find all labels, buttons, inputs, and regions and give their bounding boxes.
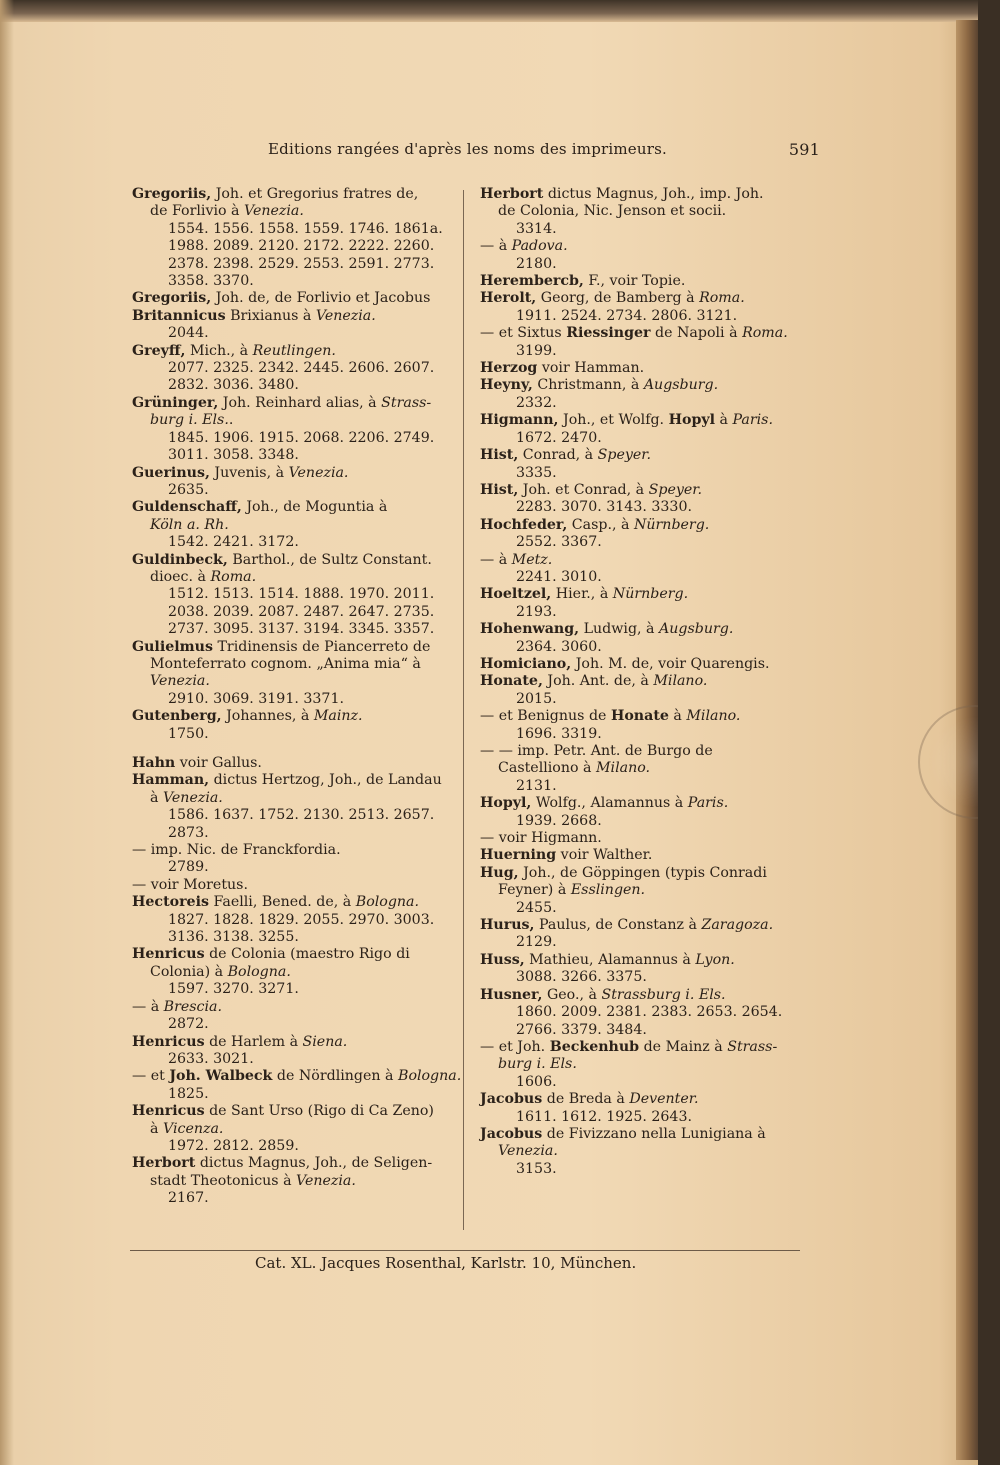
entry-line: Gregoriis, Joh. de, de Forlivio et Jacobus [132, 290, 431, 307]
entry-line: Jacobus de Breda à Deventer. [480, 1091, 699, 1108]
entry-line: à Venezia. [150, 789, 223, 806]
entry-line: Heyny, Christmann, à Augsburg. [480, 377, 719, 394]
entry-line: 3358. 3370. [168, 273, 254, 290]
entry-line: 2910. 3069. 3191. 3371. [168, 690, 344, 707]
entry-line: 1750. [168, 725, 209, 742]
entry-line: 2283. 3070. 3143. 3330. [516, 499, 692, 516]
header-title: Editions rangées d'après les noms des imprimeurs. [268, 140, 667, 158]
entry-line: 1696. 3319. [516, 725, 602, 742]
entry-line: Gregoriis, Joh. et Gregorius fratres de, [132, 186, 419, 202]
entry-line: 2789. [168, 859, 209, 876]
entry-line: 1542. 2421. 3172. [168, 534, 299, 551]
entry-line: — voir Moretus. [132, 876, 248, 893]
entry-line: de Colonia, Nic. Jenson et socii. [498, 203, 727, 220]
entry-line: 1845. 1906. 1915. 2068. 2206. 2749. [168, 429, 435, 446]
entry-line: — et Joh. Beckenhub de Mainz à Strass- [480, 1038, 778, 1055]
entry-line: 2038. 2039. 2087. 2487. 2647. 2735. [168, 603, 435, 620]
entry-line: — et Sixtus Riessinger de Napoli à Roma. [480, 325, 788, 342]
entry-line: Grüninger, Joh. Reinhard alias, à Strass- [132, 394, 432, 411]
entry-line: 3153. [516, 1160, 557, 1177]
entry-line: 2737. 3095. 3137. 3194. 3345. 3357. [168, 621, 435, 638]
entry-line: burg i. Els.. [150, 412, 234, 429]
running-header [260, 140, 820, 164]
entry-line: dioec. à Roma. [150, 568, 257, 585]
entry-line: 2129. [516, 934, 557, 951]
entry-line: Monteferrato cognom. „Anima mia“ à [150, 655, 421, 672]
entry-line: 2378. 2398. 2529. 2553. 2591. 2773. [168, 255, 435, 272]
entry-line: — à Metz. [480, 551, 553, 568]
entry-line: 2766. 3379. 3484. [516, 1021, 647, 1038]
entry-line: 1972. 2812. 2859. [168, 1137, 299, 1154]
entry-line: 1672. 2470. [516, 429, 602, 446]
entry-line: 2077. 2325. 2342. 2445. 2606. 2607. [168, 360, 435, 377]
entry-line: 3088. 3266. 3375. [516, 969, 647, 986]
entry-line: Huerning voir Walther. [480, 847, 653, 864]
page-top-edge [0, 0, 978, 22]
entry-line: — voir Higmann. [480, 830, 602, 847]
gutter-shadow [0, 0, 14, 1465]
entry-line: 2455. [516, 899, 557, 916]
entry-line: Venezia. [498, 1143, 558, 1160]
entry-line: Hist, Conrad, à Speyer. [480, 447, 651, 464]
entry-line: 1827. 1828. 1829. 2055. 2970. 3003. [168, 911, 435, 928]
entry-line: 3314. [516, 220, 557, 237]
footer-rule [130, 1250, 800, 1251]
entry-line: Hug, Joh., de Göppingen (typis Conradi [480, 864, 767, 881]
entry-line: 2180. [516, 255, 557, 272]
entry-line: — et Joh. Walbeck de Nördlingen à Bologna. [132, 1068, 462, 1085]
entry-line: Homiciano, Joh. M. de, voir Quarengis. [480, 655, 770, 672]
entry-line: 3136. 3138. 3255. [168, 929, 299, 946]
entry-line: 2015. [516, 690, 557, 707]
entry-line: 2873. [168, 824, 209, 841]
entry-line: 3199. [516, 342, 557, 359]
entry-line: — et Benignus de Honate à Milano. [480, 708, 741, 725]
entry-line: 2167. [168, 1190, 209, 1207]
entry-line: 3335. [516, 464, 557, 481]
entry-line: 1988. 2089. 2120. 2172. 2222. 2260. [168, 238, 435, 255]
page-number: 591 [788, 140, 820, 159]
entry-line: — — imp. Petr. Ant. de Burgo de [480, 743, 713, 759]
entry-line: Honate, Joh. Ant. de, à Milano. [480, 673, 708, 690]
entry-line: 1606. [516, 1073, 557, 1090]
entry-line: Castelliono à Milano. [498, 760, 651, 777]
entry-line: 1512. 1513. 1514. 1888. 1970. 2011. [168, 586, 435, 603]
entry-line: Henricus de Colonia (maestro Rigo di [132, 946, 410, 963]
footer-text: Cat. XL. Jacques Rosenthal, Karlstr. 10, München. [255, 1254, 637, 1272]
entry-line: Herembercb, F., voir Topie. [480, 273, 686, 290]
entry-line: 1597. 3270. 3271. [168, 981, 299, 998]
entry-line: Guerinus, Juvenis, à Venezia. [132, 464, 349, 481]
entry-line: Hochfeder, Casp., à Nürnberg. [480, 516, 710, 533]
entry-line: 2241. 3010. [516, 568, 602, 585]
entry-line: Herbort dictus Magnus, Joh., imp. Joh. [480, 186, 764, 202]
entry-line: Colonia) à Bologna. [150, 963, 291, 980]
entry-line: Gulielmus Tridinensis de Piancerreto de [132, 638, 431, 655]
entry-line: Guldinbeck, Barthol., de Sultz Constant. [132, 551, 432, 568]
left-column [132, 186, 462, 1208]
entry-line: — à Padova. [480, 238, 568, 255]
entry-line: 2832. 3036. 3480. [168, 377, 299, 394]
entry-line: de Forlivio à Venezia. [150, 203, 304, 220]
paper-clip-ring [918, 705, 978, 819]
entry-line: Hohenwang, Ludwig, à Augsburg. [480, 621, 734, 638]
entry-line: 2635. [168, 481, 209, 498]
entry-line: 1554. 1556. 1558. 1559. 1746. 1861a. [168, 220, 443, 237]
entry-line: 2131. [516, 777, 557, 794]
entry-line: burg i. Els. [498, 1056, 577, 1073]
entry-line: 3011. 3058. 3348. [168, 447, 299, 464]
entry-line: 1586. 1637. 1752. 2130. 2513. 2657. [168, 807, 435, 824]
entry-line: Hoeltzel, Hier., à Nürnberg. [480, 586, 689, 603]
entry-line: 1611. 1612. 1925. 2643. [516, 1108, 692, 1125]
entry-line: stadt Theotonicus à Venezia. [150, 1172, 356, 1189]
entry-line: Hopyl, Wolfg., Alamannus à Paris. [480, 795, 729, 812]
entry-line: à Vicenza. [150, 1120, 224, 1137]
entry-line: Henricus de Harlem à Siena. [132, 1033, 348, 1050]
entry-line: Hamman, dictus Hertzog, Joh., de Landau [132, 772, 442, 789]
entry-line: Herzog voir Hamman. [480, 360, 645, 377]
entry-line: 1860. 2009. 2381. 2383. 2653. 2654. [516, 1004, 783, 1021]
entry-line: Feyner) à Esslingen. [498, 882, 646, 899]
entry-line: 2552. 3367. [516, 534, 602, 551]
entry-line: Hurus, Paulus, de Constanz à Zaragoza. [480, 917, 774, 934]
entry-line: Hectoreis Faelli, Bened. de, à Bologna. [132, 894, 420, 911]
entry-line: Britannicus Brixianus à Venezia. [132, 307, 376, 324]
entry-line: Köln a. Rh. [150, 516, 229, 533]
entry-line: Herolt, Georg, de Bamberg à Roma. [480, 290, 745, 307]
entry-line: Huss, Mathieu, Alamannus à Lyon. [480, 951, 735, 968]
entry-line: — imp. Nic. de Franckfordia. [132, 842, 341, 859]
entry-line: 1939. 2668. [516, 812, 602, 829]
entry-line: Greyff, Mich., à Reutlingen. [132, 342, 336, 359]
entry-line [132, 743, 462, 755]
entry-line: Higmann, Joh., et Wolfg. Hopyl à Paris. [480, 412, 773, 429]
entry-line: 2364. 3060. [516, 638, 602, 655]
entry-line: 1825. [168, 1085, 209, 1102]
entry-line: Gutenberg, Johannes, à Mainz. [132, 708, 363, 725]
entry-line: Hist, Joh. et Conrad, à Speyer. [480, 481, 702, 498]
entry-line: 2044. [168, 325, 209, 342]
column-divider [463, 190, 464, 1230]
entry-line: 2193. [516, 603, 557, 620]
entry-line: — à Brescia. [132, 998, 223, 1015]
entry-line: Hahn voir Gallus. [132, 755, 262, 771]
entry-line: 2332. [516, 394, 557, 411]
right-column [480, 186, 810, 1178]
entry-line: 2872. [168, 1016, 209, 1033]
entry-line: Jacobus de Fivizzano nella Lunigiana à [480, 1125, 766, 1142]
entry-line: Henricus de Sant Urso (Rigo di Ca Zeno) [132, 1103, 434, 1120]
entry-line: Guldenschaff, Joh., de Moguntia à [132, 499, 388, 516]
entry-line: 2633. 3021. [168, 1050, 254, 1067]
entry-line: Herbort dictus Magnus, Joh., de Seligen- [132, 1155, 433, 1172]
entry-line: 1911. 2524. 2734. 2806. 3121. [516, 307, 738, 324]
entry-line: Venezia. [150, 673, 210, 690]
entry-line: Husner, Geo., à Strassburg i. Els. [480, 986, 726, 1003]
